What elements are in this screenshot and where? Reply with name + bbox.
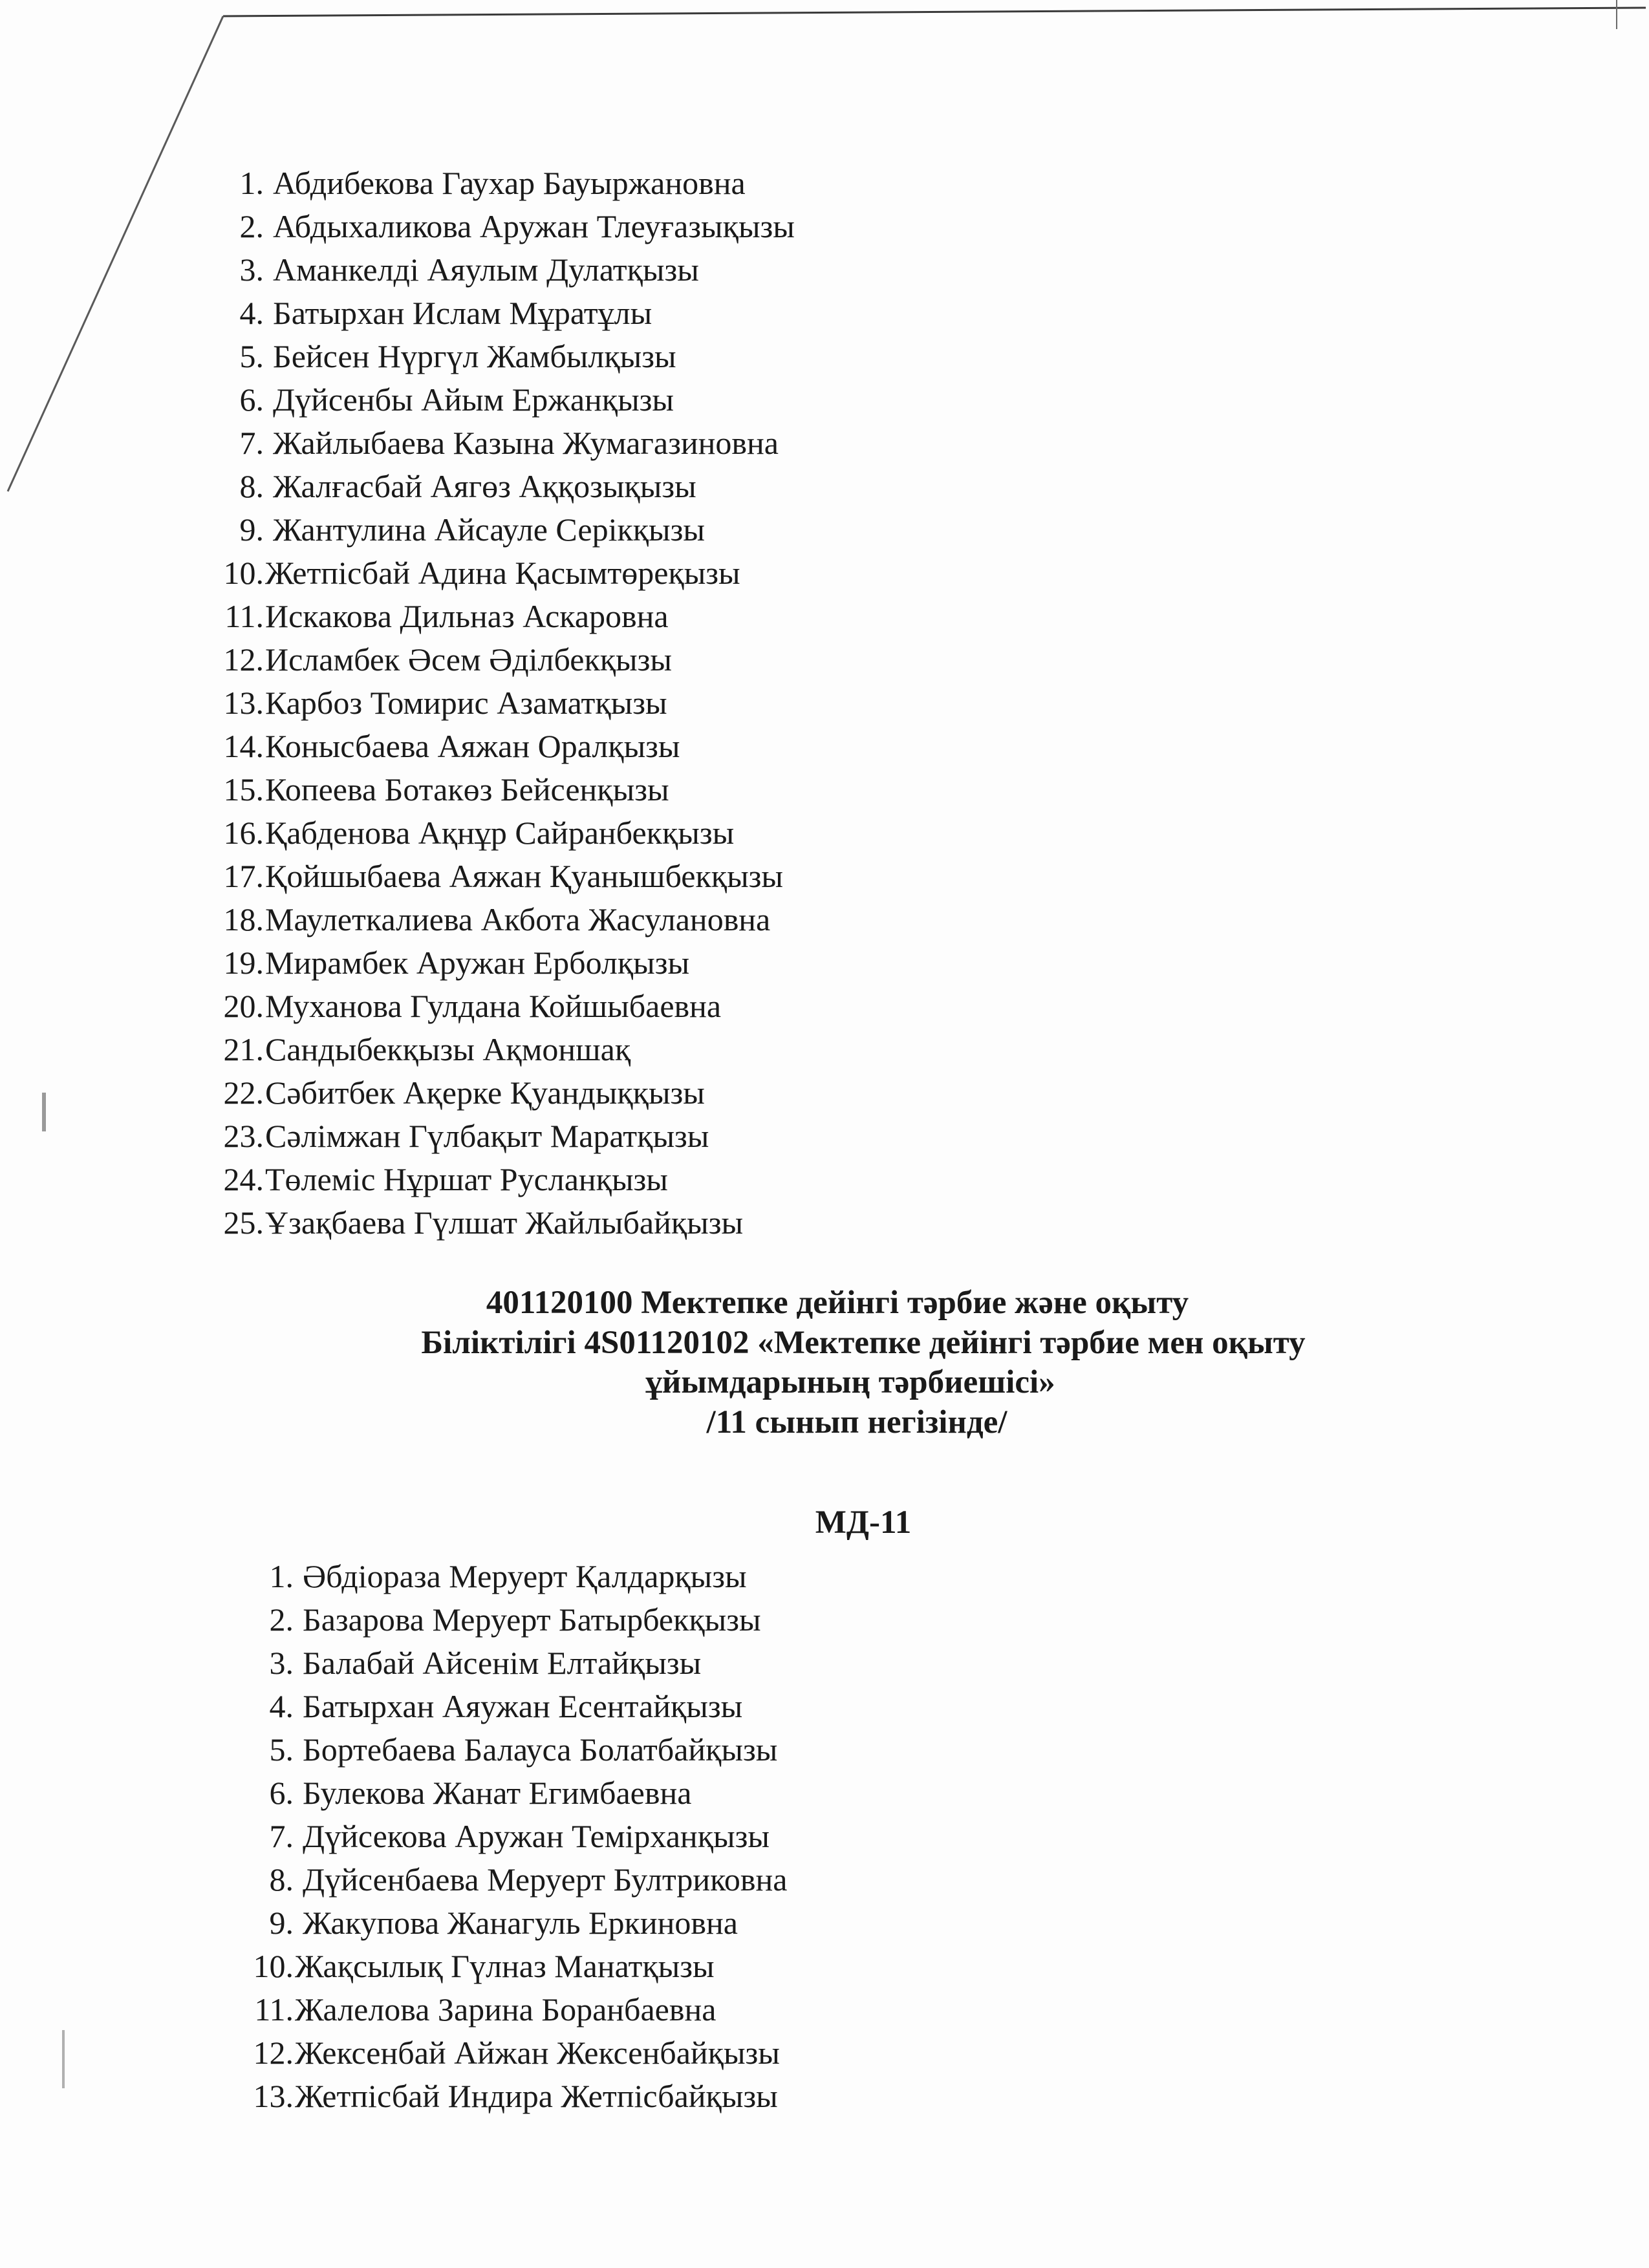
list-item-number: 6.	[239, 381, 264, 418]
list-item-number: 6.	[269, 1775, 294, 1811]
list-item-number: 11.	[254, 1991, 294, 2027]
list-item	[243, 2075, 787, 2118]
list-item	[213, 595, 795, 638]
list-item-number: 8.	[239, 468, 264, 504]
list-item	[243, 1901, 787, 1945]
student-name: Дүйсенбаева Меруерт Бултриковна	[303, 1861, 788, 1898]
student-name: Ұзақбаева Гүлшат Жайлыбайқызы	[265, 1204, 744, 1241]
list-item	[213, 638, 795, 681]
list-item	[243, 1728, 787, 1771]
list-item-number: 11.	[224, 598, 264, 634]
list-item	[243, 1988, 787, 2031]
student-name: Копеева Ботакөз Бейсенқызы	[265, 771, 669, 808]
student-name: Сандыбекқызы Ақмоншақ	[265, 1031, 631, 1067]
list-item-number: 13.	[253, 2078, 294, 2114]
list-item	[213, 422, 795, 465]
list-item-number: 7.	[269, 1818, 294, 1854]
list-item-number: 1.	[269, 1558, 294, 1594]
list-item	[243, 1598, 787, 1642]
student-name: Абдыхаликова Аружан Тлеуғазықызы	[273, 208, 795, 244]
list-item	[243, 1815, 787, 1858]
list-item-number: 4.	[239, 295, 264, 331]
list-item-number: 10.	[223, 555, 264, 591]
student-name: Жақсылық Гүлназ Манатқызы	[295, 1948, 715, 1984]
list-item-number: 12.	[223, 641, 264, 678]
list-item	[213, 335, 795, 378]
student-name: Батырхан Аяужан Есентайқызы	[303, 1688, 743, 1724]
student-name: Бортебаева Балауса Болатбайқызы	[303, 1731, 778, 1768]
student-name: Төлеміс Нұршат Русланқызы	[265, 1161, 668, 1197]
list-item-number: 15.	[223, 771, 264, 808]
student-name: Исламбек Әсем Әділбекқызы	[265, 641, 672, 678]
grade-basis-heading: /11 сынып негізінде/	[706, 1404, 1008, 1440]
list-item	[213, 681, 795, 725]
list-item	[213, 941, 795, 985]
student-name: Сәбитбек Ақерке Қуандыққызы	[265, 1075, 705, 1111]
list-item-number: 2.	[239, 208, 264, 244]
list-item	[213, 1158, 795, 1201]
student-name: Карбоз Томирис Азаматқызы	[265, 685, 667, 721]
list-item-number: 1.	[239, 165, 264, 201]
list-item-number: 9.	[269, 1905, 294, 1941]
list-item-number: 23.	[223, 1118, 264, 1154]
list-item	[213, 768, 795, 811]
student-list-first	[213, 162, 795, 1245]
list-item-number: 22.	[223, 1075, 264, 1111]
student-name: Муханова Гулдана Койшыбаевна	[265, 988, 722, 1024]
list-item-number: 17.	[223, 858, 264, 894]
list-item	[213, 725, 795, 768]
group-code: МД-11	[815, 1504, 912, 1541]
list-item	[213, 248, 795, 292]
list-item-number: 2.	[269, 1601, 294, 1638]
student-name: Батырхан Ислам Мұратұлы	[273, 295, 652, 331]
student-name: Жалғасбай Аягөз Аққозықызы	[273, 468, 696, 504]
student-name: Жакупова Жанагуль Еркиновна	[303, 1905, 738, 1941]
scan-left-dots	[62, 2030, 65, 2088]
list-item	[243, 1858, 787, 1901]
list-item	[243, 1945, 787, 1988]
list-item-number: 13.	[223, 685, 264, 721]
list-item	[213, 1028, 795, 1071]
student-name: Аманкелді Аяулым Дулатқызы	[273, 251, 699, 288]
specialty-heading: 401120100 Мектепке дейінгі тәрбие және оқыту	[486, 1285, 1189, 1321]
list-item-number: 25.	[223, 1204, 264, 1241]
student-name: Абдибекова Гаухар Бауыржановна	[273, 165, 746, 201]
list-item-number: 14.	[223, 728, 264, 764]
student-name: Маулеткалиева Акбота Жасулановна	[265, 901, 771, 937]
list-item	[243, 1555, 787, 1598]
student-name: Булекова Жанат Егимбаевна	[303, 1775, 692, 1811]
student-name: Жетпісбай Адина Қасымтөреқызы	[265, 555, 740, 591]
student-name: Мирамбек Аружан Ерболқызы	[265, 945, 690, 981]
list-item	[213, 378, 795, 422]
list-item-number: 24.	[223, 1161, 264, 1197]
list-item-number: 20.	[223, 988, 264, 1024]
list-item	[213, 1071, 795, 1115]
list-item-number: 16.	[223, 815, 264, 851]
list-item	[213, 551, 795, 595]
list-item	[213, 162, 795, 205]
student-name: Балабай Айсенім Елтайқызы	[303, 1645, 702, 1681]
list-item	[213, 985, 795, 1028]
qualification-heading-continued: ұйымдарының тәрбиешісі»	[645, 1364, 1055, 1400]
list-item-number: 12.	[253, 2035, 294, 2071]
list-item-number: 18.	[223, 901, 264, 937]
student-name: Жетпісбай Индира Жетпісбайқызы	[295, 2078, 778, 2114]
scan-top-edge	[223, 8, 1646, 16]
list-item	[213, 508, 795, 551]
list-item	[243, 1771, 787, 1815]
scan-left-edge	[8, 16, 223, 491]
list-item	[213, 811, 795, 855]
list-item-number: 21.	[223, 1031, 264, 1067]
list-item-number: 3.	[269, 1645, 294, 1681]
list-item	[243, 2031, 787, 2075]
qualification-heading: Біліктілігі 4S01120102 «Мектепке дейінгі тәрбие мен оқыту	[421, 1325, 1306, 1361]
student-name: Жексенбай Айжан Жексенбайқызы	[295, 2035, 780, 2071]
list-item-number: 4.	[269, 1688, 294, 1724]
list-item-number: 10.	[253, 1948, 294, 1984]
student-name: Қабденова Ақнұр Сайранбекқызы	[265, 815, 735, 851]
list-item-number: 5.	[239, 338, 264, 374]
student-name: Базарова Меруерт Батырбекқызы	[303, 1601, 761, 1638]
student-name: Жалелова Зарина Боранбаевна	[295, 1991, 717, 2027]
student-name: Бейсен Нүргүл Жамбылқызы	[273, 338, 676, 374]
student-name: Дүйсенбы Айым Ержанқызы	[273, 381, 674, 418]
student-name: Конысбаева Аяжан Оралқызы	[265, 728, 680, 764]
scan-left-smudge	[42, 1093, 46, 1131]
list-item	[213, 205, 795, 248]
list-item	[213, 465, 795, 508]
list-item	[213, 898, 795, 941]
student-name: Жантулина Айсауле Серікқызы	[273, 511, 705, 548]
student-name: Дүйсекова Аружан Темірханқызы	[303, 1818, 770, 1854]
list-item-number: 8.	[269, 1861, 294, 1898]
list-item-number: 9.	[239, 511, 264, 548]
student-list-md-11	[243, 1555, 787, 2118]
student-name: Әбдіораза Меруерт Қалдарқызы	[303, 1558, 747, 1594]
list-item	[213, 292, 795, 335]
list-item	[243, 1642, 787, 1685]
student-name: Искакова Дильназ Аскаровна	[265, 598, 669, 634]
list-item	[213, 1115, 795, 1158]
list-item-number: 19.	[223, 945, 264, 981]
list-item	[243, 1685, 787, 1728]
list-item	[213, 1201, 795, 1245]
list-item-number: 5.	[269, 1731, 294, 1768]
student-name: Қойшыбаева Аяжан Қуанышбекқызы	[265, 858, 784, 894]
student-name: Жайлыбаева Казына Жумагазиновна	[273, 425, 779, 461]
student-name: Сәлімжан Гүлбақыт Маратқызы	[265, 1118, 709, 1154]
list-item-number: 7.	[239, 425, 264, 461]
list-item	[213, 855, 795, 898]
list-item-number: 3.	[239, 251, 264, 288]
